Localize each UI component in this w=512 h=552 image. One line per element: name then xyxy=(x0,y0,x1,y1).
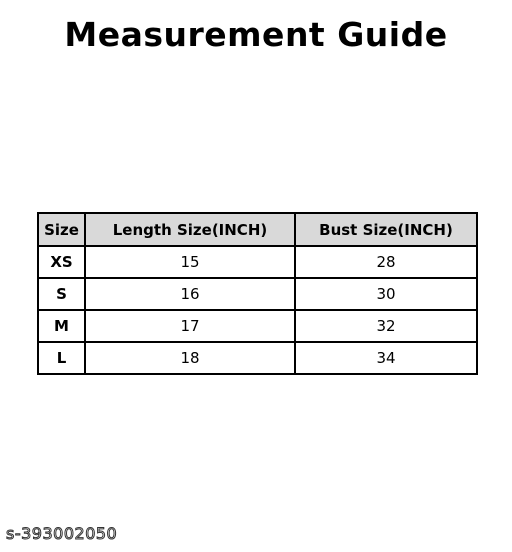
page-title: Measurement Guide xyxy=(64,15,448,54)
length-cell: 18 xyxy=(85,342,295,374)
bust-cell: 34 xyxy=(295,342,477,374)
bust-cell: 30 xyxy=(295,278,477,310)
length-cell: 15 xyxy=(85,246,295,278)
size-cell: M xyxy=(38,310,85,342)
table-row xyxy=(38,246,477,278)
header-length-size: Length Size(INCH) xyxy=(85,213,295,246)
length-cell: 16 xyxy=(85,278,295,310)
product-id-watermark: s-393002050 xyxy=(6,524,118,543)
length-cell: 17 xyxy=(85,310,295,342)
table-header-row xyxy=(38,213,477,246)
size-cell: S xyxy=(38,278,85,310)
header-bust-size: Bust Size(INCH) xyxy=(295,213,477,246)
table-row xyxy=(38,342,477,374)
bust-cell: 32 xyxy=(295,310,477,342)
bust-cell: 28 xyxy=(295,246,477,278)
size-cell: XS xyxy=(38,246,85,278)
table-row xyxy=(38,278,477,310)
header-size: Size xyxy=(38,213,85,246)
size-chart-table xyxy=(37,212,478,375)
size-cell: L xyxy=(38,342,85,374)
table-row xyxy=(38,310,477,342)
